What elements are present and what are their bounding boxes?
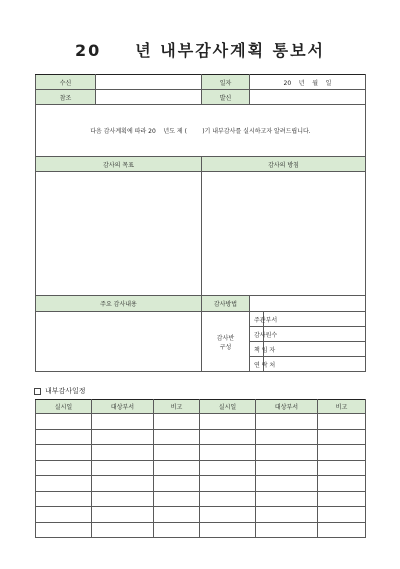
schedule-cell[interactable]	[256, 445, 318, 461]
method-label: 감사방법	[202, 296, 250, 312]
sender-field[interactable]	[250, 90, 366, 105]
main-content-field[interactable]	[36, 312, 202, 372]
schedule-cell[interactable]	[154, 460, 200, 476]
schedule-cell[interactable]	[256, 414, 318, 430]
schedule-header-dept: 대상부서	[92, 400, 154, 414]
schedule-cell[interactable]	[36, 460, 92, 476]
team-row-field[interactable]	[264, 357, 366, 372]
schedule-cell[interactable]	[92, 460, 154, 476]
schedule-cell[interactable]	[318, 429, 366, 445]
schedule-cell[interactable]	[256, 460, 318, 476]
schedule-row	[36, 429, 366, 445]
schedule-cell[interactable]	[154, 476, 200, 492]
schedule-header-note: 비고	[154, 400, 200, 414]
schedule-cell[interactable]	[318, 414, 366, 430]
policy-field[interactable]	[202, 172, 366, 296]
schedule-cell[interactable]	[92, 414, 154, 430]
schedule-section-title	[34, 386, 86, 396]
schedule-cell[interactable]	[200, 460, 256, 476]
schedule-cell[interactable]	[92, 491, 154, 507]
schedule-cell[interactable]	[92, 507, 154, 523]
schedule-row	[36, 445, 366, 461]
schedule-header-dept: 대상부서	[256, 400, 318, 414]
team-row-label: 책 임 자	[250, 342, 264, 357]
page-title	[0, 38, 400, 61]
schedule-cell[interactable]	[36, 476, 92, 492]
schedule-row	[36, 522, 366, 538]
schedule-cell[interactable]	[92, 476, 154, 492]
schedule-header-date: 실시일	[36, 400, 92, 414]
checkbox-square-icon	[34, 388, 41, 395]
schedule-cell[interactable]	[92, 429, 154, 445]
schedule-row	[36, 460, 366, 476]
schedule-cell[interactable]	[154, 414, 200, 430]
method-field[interactable]	[250, 296, 366, 312]
schedule-header-date: 실시일	[200, 400, 256, 414]
schedule-cell[interactable]	[36, 414, 92, 430]
schedule-cell[interactable]	[318, 522, 366, 538]
schedule-header-note: 비고	[318, 400, 366, 414]
schedule-cell[interactable]	[154, 429, 200, 445]
team-row-label: 주관부서	[250, 312, 264, 327]
schedule-cell[interactable]	[200, 414, 256, 430]
schedule-cell[interactable]	[318, 507, 366, 523]
schedule-cell[interactable]	[200, 429, 256, 445]
schedule-cell[interactable]	[200, 507, 256, 523]
schedule-cell[interactable]	[318, 445, 366, 461]
recipient-label: 수신	[36, 75, 96, 90]
team-label	[202, 312, 250, 372]
schedule-cell[interactable]	[256, 429, 318, 445]
date-field[interactable]: 20 년 월 일	[250, 75, 366, 90]
main-form	[35, 74, 366, 372]
schedule-cell[interactable]	[200, 491, 256, 507]
schedule-row	[36, 491, 366, 507]
schedule-cell[interactable]	[154, 445, 200, 461]
schedule-cell[interactable]	[256, 507, 318, 523]
schedule-cell[interactable]	[92, 445, 154, 461]
notice-text: 다음 감사계획에 따라 20 년도 제 ( )기 내부감사를 실시하고자 알려드립니다.	[36, 105, 366, 157]
schedule-cell[interactable]	[318, 476, 366, 492]
team-row-field[interactable]	[264, 327, 366, 342]
title-text: 년 내부감사계획 통보서	[135, 41, 325, 60]
schedule-cell[interactable]	[36, 507, 92, 523]
team-label-line2: 구성	[219, 343, 232, 351]
schedule-cell[interactable]	[200, 522, 256, 538]
schedule-cell[interactable]	[318, 491, 366, 507]
schedule-cell[interactable]	[256, 491, 318, 507]
schedule-cell[interactable]	[92, 522, 154, 538]
cc-field[interactable]	[96, 90, 202, 105]
sender-label: 발신	[202, 90, 250, 105]
schedule-cell[interactable]	[36, 522, 92, 538]
date-label: 일자	[202, 75, 250, 90]
schedule-cell[interactable]	[154, 522, 200, 538]
schedule-cell[interactable]	[256, 476, 318, 492]
team-row-label: 감사원수	[250, 327, 264, 342]
schedule-row	[36, 507, 366, 523]
schedule-cell[interactable]	[256, 522, 318, 538]
schedule-cell[interactable]	[36, 491, 92, 507]
title-year: 20	[75, 41, 102, 60]
goal-label: 감사의 목표	[36, 157, 202, 172]
schedule-table	[35, 399, 366, 538]
schedule-title-text: 내부감사일정	[45, 387, 86, 395]
team-row-label: 연 락 처	[250, 357, 264, 372]
schedule-cell[interactable]	[200, 445, 256, 461]
recipient-field[interactable]	[96, 75, 202, 90]
cc-label: 참조	[36, 90, 96, 105]
schedule-cell[interactable]	[36, 445, 92, 461]
team-row-field[interactable]	[264, 342, 366, 357]
schedule-cell[interactable]	[154, 507, 200, 523]
policy-label: 감사의 방침	[202, 157, 366, 172]
main-content-label: 주요 감사내용	[36, 296, 202, 312]
schedule-row	[36, 414, 366, 430]
goal-field[interactable]	[36, 172, 202, 296]
schedule-cell[interactable]	[154, 491, 200, 507]
schedule-cell[interactable]	[36, 429, 92, 445]
team-label-line1: 감사반	[216, 334, 235, 342]
schedule-cell[interactable]	[318, 460, 366, 476]
team-row-field[interactable]	[264, 312, 366, 327]
schedule-cell[interactable]	[200, 476, 256, 492]
schedule-row	[36, 476, 366, 492]
